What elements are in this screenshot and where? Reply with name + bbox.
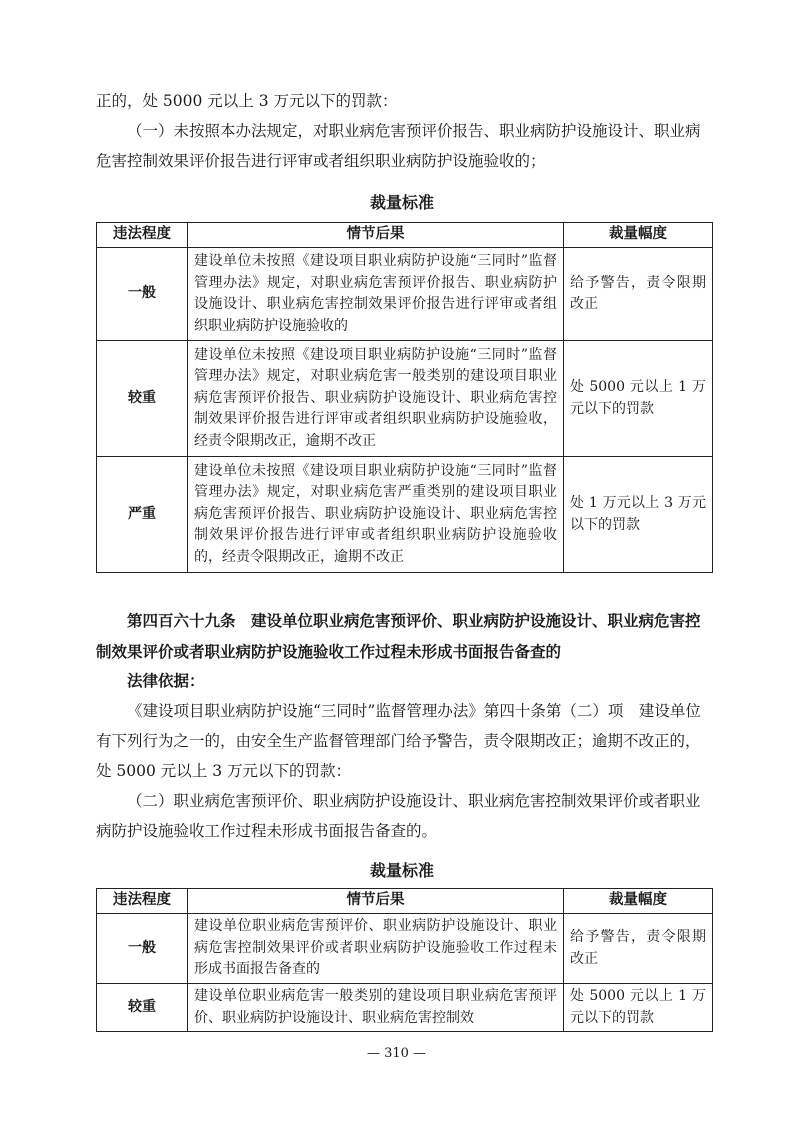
header-degree: 违法程度 xyxy=(97,223,188,248)
discretion-table-1 xyxy=(96,222,713,573)
penalty-cell: 处 5000 元以上 1 万元以下的罚款 xyxy=(564,341,713,457)
paragraph-legal-basis: 《建设项目职业病防护设施“三同时”监督管理办法》第四十条第（二）项 建设单位有下列行为之一的，由安全生产监督管理部门给予警告，责令限期改正；逾期不改正的，处 5000 元以上 3 万元以下的罚款： xyxy=(96,702,701,780)
paragraph-item-2: （二）职业病危害预评价、职业病防护设施设计、职业病危害控制效果评价或者职业病防护设施验收工作过程未形成书面报告备查的。 xyxy=(96,792,701,840)
penalty-cell: 处 1 万元以上 3 万元以下的罚款 xyxy=(564,457,713,573)
table-header-row xyxy=(97,223,713,248)
table-row xyxy=(97,248,713,341)
header-penalty: 裁量幅度 xyxy=(564,889,713,914)
header-context: 情节后果 xyxy=(188,223,564,248)
article-heading: 第四百六十九条 建设单位职业病危害预评价、职业病防护设施设计、职业病危害控制效果评价或者职业病防护设施验收工作过程未形成书面报告备查的 xyxy=(96,612,701,661)
legal-basis-label: 法律依据： xyxy=(127,672,205,690)
degree-cell: 一般 xyxy=(97,248,188,341)
context-cell: 建设单位未按照《建设项目职业病防护设施“三同时”监督管理办法》规定，对职业病危害预评价报告、职业病防护设施设计、职业病危害控制效果评价报告进行评审或者组织职业病防护设施验收的 xyxy=(188,248,564,341)
table-2-title: 裁量标准 xyxy=(369,861,434,880)
context-cell: 建设单位职业病危害预评价、职业病防护设施设计、职业病危害控制效果评价或者职业病防护设施验收工作过程未形成书面报告备查的 xyxy=(188,914,564,984)
context-cell: 建设单位未按照《建设项目职业病防护设施“三同时”监督管理办法》规定，对职业病危害严重类别的建设项目职业病危害预评价报告、职业病防护设施设计、职业病危害控制效果评价报告进行评审或者组织职业病防护设施验收的，经责令限期改正，逾期不改正 xyxy=(188,457,564,573)
context-cell: 建设单位未按照《建设项目职业病防护设施“三同时”监督管理办法》规定，对职业病危害一般类别的建设项目职业病危害预评价报告、职业病防护设施设计、职业病危害控制效果评价报告进行评审或者组织职业病防护设施验收，经责令限期改正，逾期不改正 xyxy=(188,341,564,457)
header-degree: 违法程度 xyxy=(97,889,188,914)
paragraph-continuation: 正的，处 5000 元以上 3 万元以下的罚款： xyxy=(96,92,398,110)
discretion-table-2 xyxy=(96,888,713,1032)
paragraph-item-1: （一）未按照本办法规定，对职业病危害预评价报告、职业病防护设施设计、职业病危害控制效果评价报告进行评审或者组织职业病防护设施验收的； xyxy=(96,122,701,170)
table-row xyxy=(97,914,713,984)
table-row xyxy=(97,341,713,457)
penalty-cell: 处 5000 元以上 1 万元以下的罚款 xyxy=(564,984,713,1032)
degree-cell: 较重 xyxy=(97,341,188,457)
penalty-cell: 给予警告，责令限期改正 xyxy=(564,248,713,341)
table-header-row xyxy=(97,889,713,914)
table-row xyxy=(97,457,713,573)
degree-cell: 严重 xyxy=(97,457,188,573)
penalty-cell: 给予警告，责令限期改正 xyxy=(564,914,713,984)
degree-cell: 较重 xyxy=(97,984,188,1032)
table-1-title: 裁量标准 xyxy=(369,193,434,212)
table-row xyxy=(97,984,713,1032)
degree-cell: 一般 xyxy=(97,914,188,984)
header-context: 情节后果 xyxy=(188,889,564,914)
context-cell: 建设单位职业病危害一般类别的建设项目职业病危害预评价、职业病防护设施设计、职业病危害控制效 xyxy=(188,984,564,1032)
page-number: — 310 — xyxy=(366,1046,427,1061)
header-penalty: 裁量幅度 xyxy=(564,223,713,248)
